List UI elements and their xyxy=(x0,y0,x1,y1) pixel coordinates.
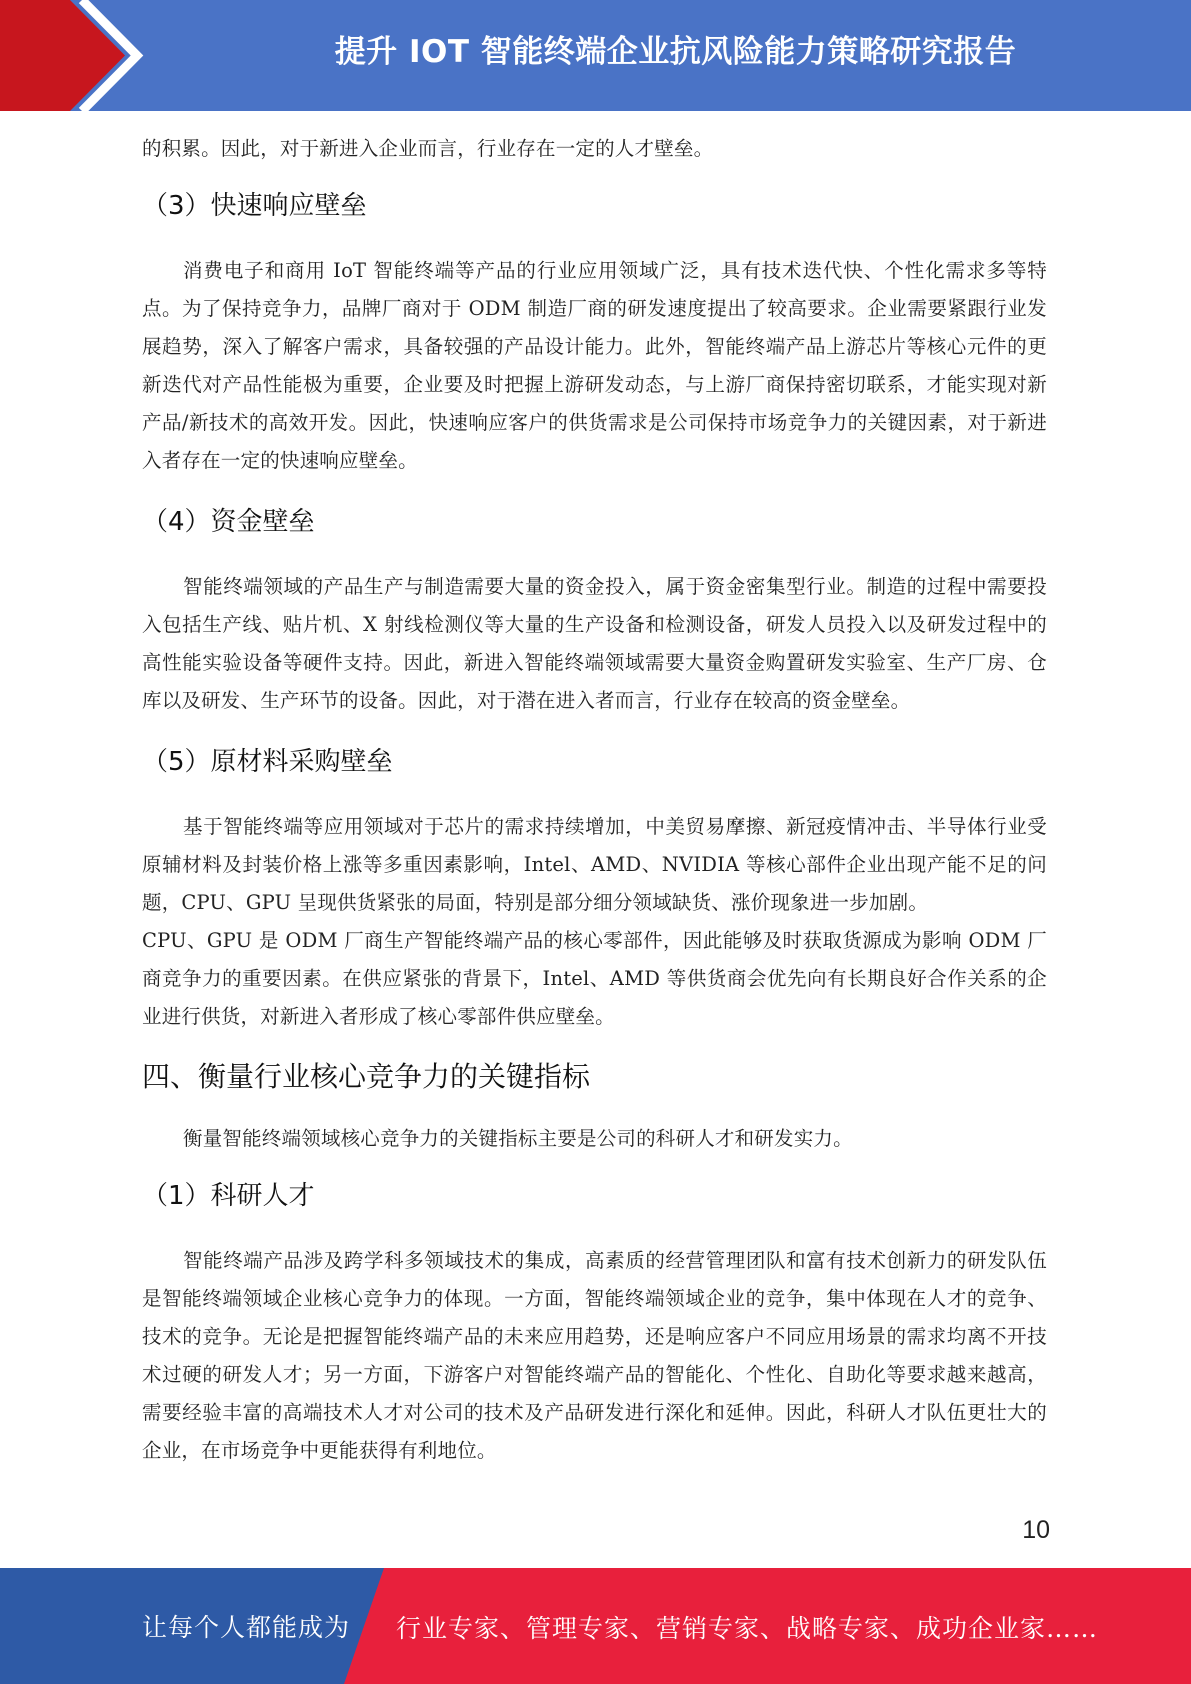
footer-slogan-right: 行业专家、管理专家、营销专家、战略专家、成功企业家…… xyxy=(396,1614,1099,1643)
paragraph-materials-2: CPU、GPU 是 ODM 厂商生产智能终端产品的核心零部件，因此能够及时获取货源成为影响 ODM 厂商竞争力的重要因素。在供应紧张的背景下，Intel、AMD 等供货商会优先向有长期良好合作关系的企业进行供货，对新进入者形成了核心零部件供应壁垒。 xyxy=(142,929,1047,1028)
heading-materials-barrier: （5）原材料采购壁垒 xyxy=(142,747,393,777)
paragraph-capital: 智能终端领域的产品生产与制造需要大量的资金投入，属于资金密集型行业。制造的过程中需要投入包括生产线、贴片机、X 射线检测仪等大量的生产设备和检测设备，研发人员投入以及研发过程中的高性能实验设备等硬件支持。因此，新进入智能终端领域需要大量资金购置研发实验室、生产厂房、仓库以及研发、生产环节的设备。因此，对于潜在进入者而言，行业存在较高的资金壁垒。 xyxy=(142,575,1047,712)
paragraph-quick-response: 消费电子和商用 IoT 智能终端等产品的行业应用领域广泛，具有技术迭代快、个性化需求多等特点。为了保持竞争力，品牌厂商对于 ODM 制造厂商的研发速度提出了较高要求。企业需要紧跟行业发展趋势，深入了解客户需求，具备较强的产品设计能力。此外，智能终端产品上游芯片等核心元件的更新迭代对产品性能极为重要，企业要及时把握上游研发动态，与上游厂商保持密切联系，才能实现对新产品/新技术的高效开发。因此，快速响应客户的供货需求是公司保持市场竞争力的关键因素，对于新进入者存在一定的快速响应壁垒。 xyxy=(142,259,1047,472)
heading-quick-response-barrier: （3）快速响应壁垒 xyxy=(142,191,367,221)
paragraph-section-four-intro: 衡量智能终端领域核心竞争力的关键指标主要是公司的科研人才和研发实力。 xyxy=(183,1127,853,1150)
paragraph-research-talent: 智能终端产品涉及跨学科多领域技术的集成，高素质的经营管理团队和富有技术创新力的研发队伍是智能终端领域企业核心竞争力的体现。一方面，智能终端领域企业的竞争，集中体现在人才的竞争、技术的竞争。无论是把握智能终端产品的未来应用趋势，还是响应客户不同应用场景的需求均离不开技术过硬的研发人才；另一方面，下游客户对智能终端产品的智能化、个性化、自助化等要求越来越高，需要经验丰富的高端技术人才对公司的技术及产品研发进行深化和延伸。因此，科研人才队伍更壮大的企业，在市场竞争中更能获得有利地位。 xyxy=(142,1249,1047,1462)
heading-section-four: 四、衡量行业核心竞争力的关键指标 xyxy=(142,1060,591,1093)
document-body xyxy=(142,130,1047,1470)
page-number: 10 xyxy=(1022,1516,1050,1544)
paragraph-materials-1: 基于智能终端等应用领域对于芯片的需求持续增加，中美贸易摩擦、新冠疫情冲击、半导体行业受原辅材料及封装价格上涨等多重因素影响，Intel、AMD、NVIDIA 等核心部件企业出现产能不足的问题，CPU、GPU 呈现供货紧张的局面，特别是部分细分领域缺货、涨价现象进一步加剧。 xyxy=(142,815,1047,914)
page-title: 提升 IOT 智能终端企业抗风险能力策略研究报告 xyxy=(334,34,1017,70)
heading-research-talent: （1）科研人才 xyxy=(142,1181,315,1211)
paragraph-continuation: 的积累。因此，对于新进入企业而言，行业存在一定的人才壁垒。 xyxy=(142,137,714,160)
heading-capital-barrier: （4）资金壁垒 xyxy=(142,507,315,537)
page-footer xyxy=(0,1568,1191,1684)
page-header xyxy=(0,0,1191,111)
footer-slogan-left: 让每个人都能成为 xyxy=(142,1613,351,1642)
